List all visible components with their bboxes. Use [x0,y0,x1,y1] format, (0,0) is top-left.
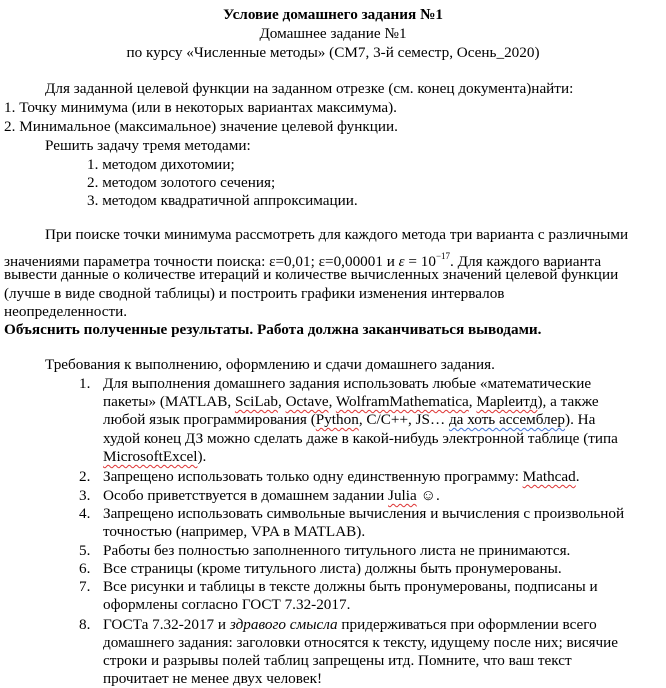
req-item-5 [79,542,570,560]
req-6-number: 6. [79,560,91,577]
maple-word: Mapleитд [476,393,538,410]
req-1-line-2 [103,393,599,411]
req-7-line-2: оформлены согласно ГОСТ 7.32-2017. [103,596,351,613]
req-1-line-5 [103,448,206,466]
req-item-3 [79,487,440,505]
req-2-text: . [575,468,580,485]
methods-intro: Решить задачу тремя методами: [45,137,251,154]
req-8-line-3: строки и разрывы полей таблиц запрещены итд. Помните, что ваш текст [103,652,572,669]
req-1-sep: , [277,393,286,410]
req-1-text: пакеты» (MATLAB, [103,393,235,410]
course-line: по курсу «Численные методы» (СМ7, 3-й семестр, Осень_2020) [126,44,540,61]
epsilon-equals: = 10 [404,253,436,270]
octave-word: Octave [285,393,329,410]
epsilon-symbol: ε [398,254,405,270]
req-1-text: ), а также [537,393,599,410]
search-line-2b: . Для каждого варианта [450,253,602,270]
req-2-text: Запрещено использовать только одну единственную программу: [103,468,523,485]
req-6-text: Все страницы (кроме титульного листа) должны быть пронумерованы. [103,560,562,577]
req-5-number: 5. [79,542,91,559]
req-1-number: 1. [79,375,91,392]
document-subtitle: Домашнее задание №1 [259,25,407,42]
excel-word: MicrosoftExcel [103,448,198,465]
req-item-1 [79,375,591,393]
task-item-2: 2. Минимальное (максимальное) значение целевой функции. [4,118,398,135]
julia-word: Julia [388,487,417,504]
req-4-text: Запрещено использовать символьные вычисления и вычисления с произвольной [103,505,625,522]
req-4-line-2: точностью (например, VPA в MATLAB). [103,523,366,540]
req-3-text: Особо приветствуется в домашнем задании [103,487,389,504]
req-7-text: Все рисунки и таблицы в тексте должны быть пронумерованы, подписаны и [103,578,598,595]
search-line-2a: значениями параметра точности поиска: ε=0,01; ε=0,00001 и [4,253,399,270]
req-1-text: , C/C++, JS… [358,411,449,428]
epsilon-exponent: −17 [435,251,451,261]
conclusion-line: Объяснить полученные результаты. Работа должна заканчиваться выводами. [4,321,542,338]
method-item-3: 3. методом квадратичной аппроксимации. [87,192,358,209]
requirements-title: Требования к выполнению, оформлению и сдачи домашнего задания. [45,356,495,373]
req-2-number: 2. [79,468,91,485]
wolfram-word: WolframMathematica [335,393,469,410]
req-1-line-3 [103,411,595,429]
req-5-text: Работы без полностью заполненного титульного листа не принимаются. [103,542,571,559]
req-4-number: 4. [79,505,91,522]
req-1-text: любой язык программирования ( [103,411,316,428]
req-8-line-4: прочитает не менее двух человек! [103,670,323,687]
task-intro: Для заданной целевой функции на заданном отрезке (см. конец документа)найти: [45,80,574,97]
search-line-5: неопределенности. [4,303,128,320]
python-word: Python [315,411,359,428]
common-sense-phrase: здравого смысла [229,616,338,633]
req-8-line-2: домашнего задания: заголовки относятся к тексту, идущему после них; висячие [103,634,619,651]
req-3-number: 3. [79,487,91,504]
req-8-text: ГОСТа 7.32-2017 и [103,616,230,633]
document-title: Условие домашнего задания №1 [223,6,443,23]
task-item-1: 1. Точку минимума (или в некоторых вариантах максимума). [4,99,397,116]
req-1-line-4: худой конец ДЗ можно сделать даже в какой-нибудь электронной таблице (типа [103,430,618,447]
req-8-number: 8. [79,616,91,633]
req-item-7 [79,578,598,596]
req-item-8 [79,616,597,634]
req-item-2 [79,468,580,486]
method-item-1: 1. методом дихотомии; [87,156,235,173]
req-item-6 [79,560,562,578]
search-line-3: вывести данные о количестве итераций и количестве вычисленных значений целевой функции [4,266,619,283]
req-7-number: 7. [79,578,91,595]
req-item-4 [79,505,624,523]
req-8-text: придерживаться при оформлении всего [337,616,597,633]
assembler-phrase: да хоть ассемблер [448,411,566,428]
req-1-text: ). [197,448,207,465]
smiley-icon: ☺. [416,487,440,504]
mathcad-word: Mathcad [522,468,576,485]
req-1-text: ). На [565,411,596,428]
search-line-4: (лучше в виде сводной таблицы) и построить графики изменения интервалов [4,285,505,302]
req-1-sep: , [328,393,336,410]
scilab-word: SciLab [234,393,278,410]
search-line-1: При поиске точки минимума рассмотреть для каждого метода три варианта с различными [45,226,629,243]
req-1-sep: , [468,393,477,410]
method-item-2: 2. методом золотого сечения; [87,174,276,191]
req-1-line-1: Для выполнения домашнего задания использовать любые «математические [103,375,592,392]
